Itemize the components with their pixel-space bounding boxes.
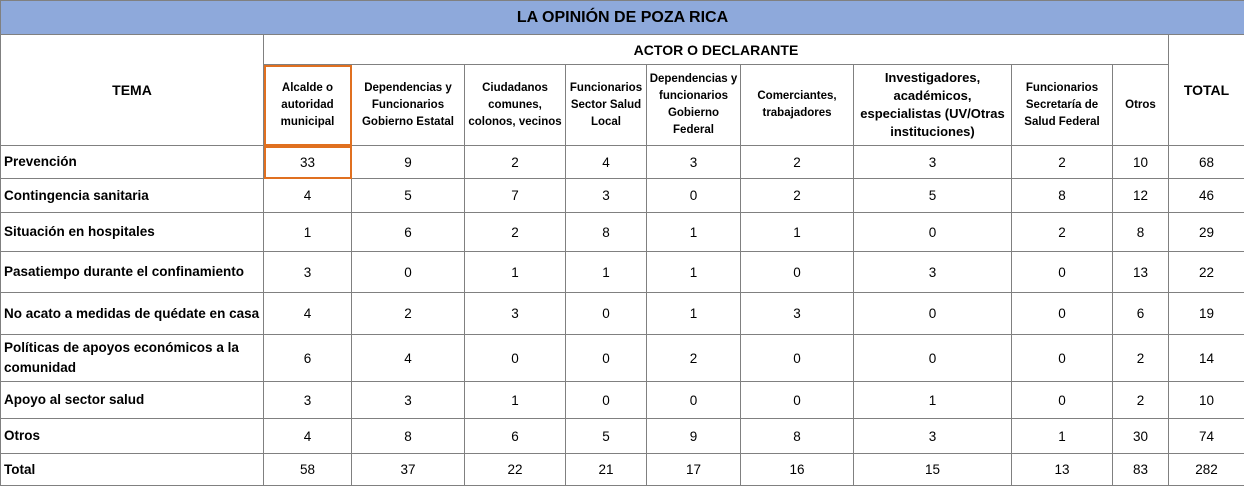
row-total: 46 <box>1169 179 1244 213</box>
table-cell: 9 <box>352 146 465 179</box>
table-cell: 10 <box>1113 146 1169 179</box>
table-cell: 7 <box>465 179 566 213</box>
table-cell: 1 <box>854 382 1012 419</box>
table-cell: 0 <box>566 335 647 382</box>
table-cell: 0 <box>566 293 647 335</box>
table-row <box>1 179 1244 213</box>
table-cell: 0 <box>1012 335 1113 382</box>
table-cell: 5 <box>854 179 1012 213</box>
table-cell: 3 <box>647 146 741 179</box>
column-header: Funcionarios Secretaría de Salud Federal <box>1012 65 1113 146</box>
row-label: No acato a medidas de quédate en casa <box>1 293 264 335</box>
table-cell: 15 <box>854 454 1012 486</box>
row-label: Prevención <box>1 146 264 179</box>
table-cell: 4 <box>352 335 465 382</box>
table-cell: 3 <box>854 146 1012 179</box>
table-cell: 2 <box>1012 146 1113 179</box>
table-row <box>1 293 1244 335</box>
table-cell: 0 <box>566 382 647 419</box>
table-cell: 0 <box>741 335 854 382</box>
table-cell: 0 <box>854 213 1012 252</box>
table-cell: 3 <box>854 419 1012 454</box>
table-cell: 8 <box>741 419 854 454</box>
table-cell: 1 <box>264 213 352 252</box>
column-header: Ciudadanos comunes, colonos, vecinos <box>465 65 566 146</box>
table-cell: 2 <box>465 146 566 179</box>
table-cell: 3 <box>566 179 647 213</box>
table-cell: 0 <box>854 335 1012 382</box>
table-cell: 1 <box>465 252 566 293</box>
table-cell: 2 <box>352 293 465 335</box>
table-cell: 5 <box>566 419 647 454</box>
actor-header: ACTOR O DECLARANTE <box>264 35 1169 65</box>
table-cell: 3 <box>264 382 352 419</box>
table-cell: 13 <box>1113 252 1169 293</box>
row-total: 282 <box>1169 454 1244 486</box>
column-header: Comerciantes, trabajadores <box>741 65 854 146</box>
row-total: 68 <box>1169 146 1244 179</box>
table-cell: 5 <box>352 179 465 213</box>
table-cell: 3 <box>465 293 566 335</box>
table-cell: 12 <box>1113 179 1169 213</box>
table-cell: 83 <box>1113 454 1169 486</box>
table-cell: 0 <box>352 252 465 293</box>
table-cell: 1 <box>741 213 854 252</box>
table-cell: 8 <box>1012 179 1113 213</box>
table-cell: 8 <box>566 213 647 252</box>
table-row <box>1 382 1244 419</box>
table-cell: 1 <box>465 382 566 419</box>
table-cell: 8 <box>1113 213 1169 252</box>
table-cell: 1 <box>647 213 741 252</box>
table-row <box>1 335 1244 382</box>
table-cell: 0 <box>647 382 741 419</box>
table-cell: 0 <box>741 382 854 419</box>
table-cell: 4 <box>264 179 352 213</box>
row-total: 19 <box>1169 293 1244 335</box>
table-cell: 3 <box>264 252 352 293</box>
tema-header: TEMA <box>1 35 264 146</box>
row-total: 74 <box>1169 419 1244 454</box>
table-cell: 8 <box>352 419 465 454</box>
table-cell: 0 <box>1012 382 1113 419</box>
table-cell: 1 <box>647 293 741 335</box>
table-cell: 58 <box>264 454 352 486</box>
table-title: LA OPINIÓN DE POZA RICA <box>1 1 1244 35</box>
column-header: Otros <box>1113 65 1169 146</box>
row-label: Otros <box>1 419 264 454</box>
table-cell: 2 <box>741 146 854 179</box>
table-cell: 2 <box>465 213 566 252</box>
table-cell: 6 <box>264 335 352 382</box>
table-cell: 1 <box>1012 419 1113 454</box>
row-total: 10 <box>1169 382 1244 419</box>
column-header: Funcionarios Sector Salud Local <box>566 65 647 146</box>
table-cell: 0 <box>1012 293 1113 335</box>
row-total: 14 <box>1169 335 1244 382</box>
column-header: Alcalde o autoridad municipal <box>264 65 352 146</box>
table-cell: 6 <box>352 213 465 252</box>
row-total: 29 <box>1169 213 1244 252</box>
row-label: Pasatiempo durante el confinamiento <box>1 252 264 293</box>
table-cell: 2 <box>647 335 741 382</box>
row-label: Situación en hospitales <box>1 213 264 252</box>
table-cell: 21 <box>566 454 647 486</box>
table-cell: 0 <box>741 252 854 293</box>
table-cell: 33 <box>264 146 352 179</box>
column-header: Dependencias y funcionarios Gobierno Federal <box>647 65 741 146</box>
table-row <box>1 213 1244 252</box>
column-header: Investigadores, académicos, especialistas (UV/Otras instituciones) <box>854 65 1012 146</box>
table-row <box>1 252 1244 293</box>
table-cell: 17 <box>647 454 741 486</box>
table-cell: 2 <box>1113 382 1169 419</box>
table-cell: 4 <box>264 293 352 335</box>
row-label: Contingencia sanitaria <box>1 179 264 213</box>
table-cell: 13 <box>1012 454 1113 486</box>
table-cell: 1 <box>647 252 741 293</box>
table-cell: 0 <box>465 335 566 382</box>
table-cell: 3 <box>352 382 465 419</box>
table-cell: 9 <box>647 419 741 454</box>
row-label: Total <box>1 454 264 486</box>
table-cell: 2 <box>1113 335 1169 382</box>
table-cell: 2 <box>1012 213 1113 252</box>
table-row <box>1 419 1244 454</box>
row-label: Apoyo al sector salud <box>1 382 264 419</box>
column-header: Dependencias y Funcionarios Gobierno Estatal <box>352 65 465 146</box>
table-cell: 0 <box>647 179 741 213</box>
table-row <box>1 454 1244 486</box>
table-cell: 6 <box>465 419 566 454</box>
table-cell: 4 <box>566 146 647 179</box>
table-cell: 6 <box>1113 293 1169 335</box>
table-cell: 3 <box>741 293 854 335</box>
table-cell: 3 <box>854 252 1012 293</box>
table-cell: 30 <box>1113 419 1169 454</box>
total-header: TOTAL <box>1169 35 1244 146</box>
table-cell: 2 <box>741 179 854 213</box>
table-cell: 1 <box>566 252 647 293</box>
row-total: 22 <box>1169 252 1244 293</box>
table-cell: 4 <box>264 419 352 454</box>
table-row <box>1 146 1244 179</box>
table-cell: 16 <box>741 454 854 486</box>
table-cell: 37 <box>352 454 465 486</box>
table-cell: 22 <box>465 454 566 486</box>
row-label: Políticas de apoyos económicos a la comunidad <box>1 335 264 382</box>
table-cell: 0 <box>1012 252 1113 293</box>
table-cell: 0 <box>854 293 1012 335</box>
